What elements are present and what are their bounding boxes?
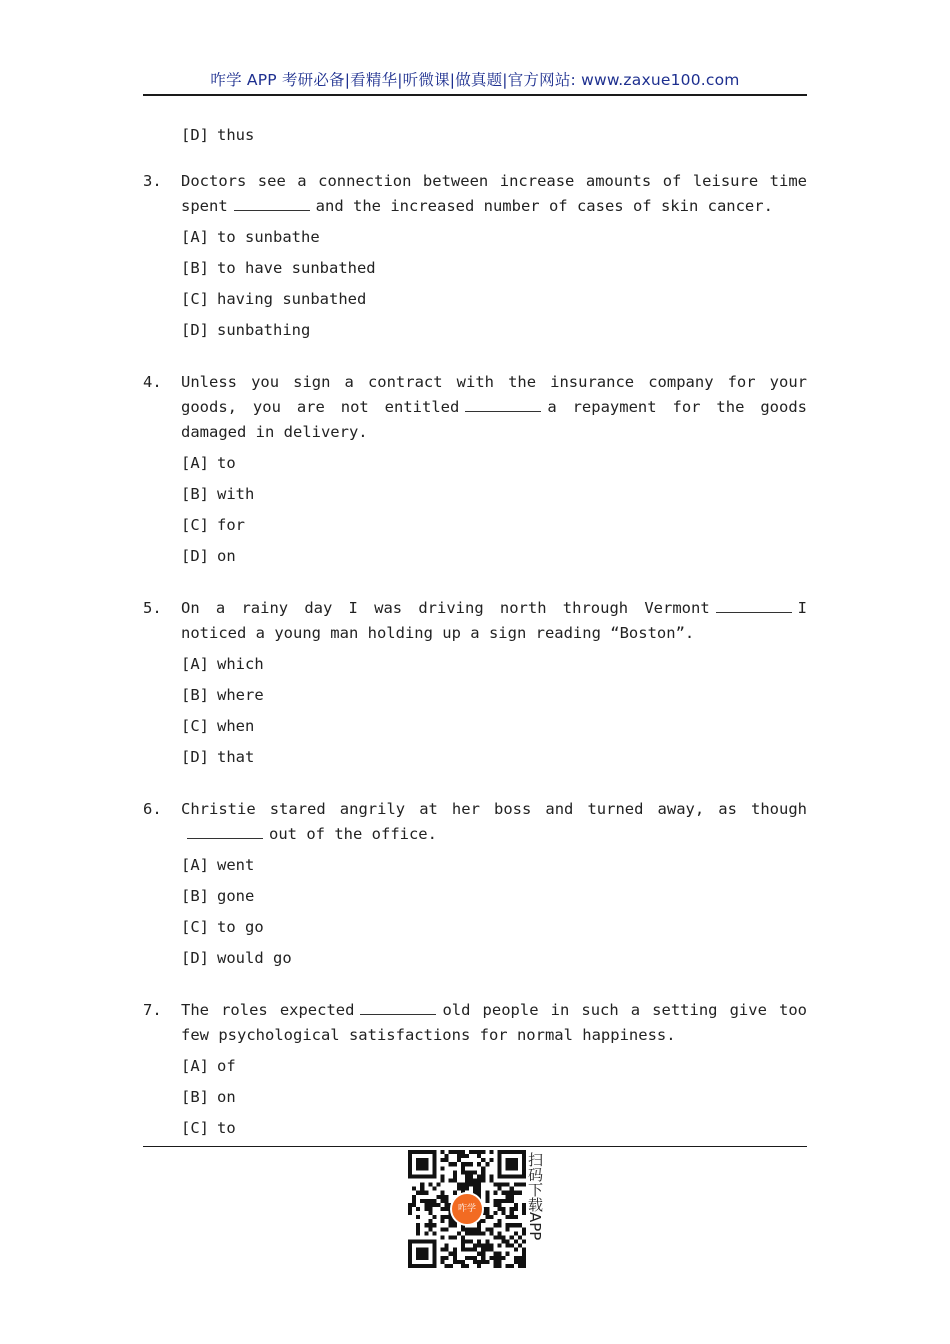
question-list <box>143 120 807 1168</box>
question-stem: Doctors see a connection between increase amounts of leisure time spent and the increased number of cases of skin cancer. <box>181 172 807 215</box>
option-c: [C] having sunbathed <box>181 290 367 308</box>
option-a: [A] of <box>181 1057 236 1075</box>
question-number: 6. <box>143 800 162 818</box>
question-5 <box>143 596 807 773</box>
option-d: [D] sunbathing <box>181 321 311 339</box>
answer-blank <box>465 396 541 412</box>
answer-blank <box>716 597 792 613</box>
option-b: [B] where <box>181 686 264 704</box>
answer-blank <box>234 195 310 211</box>
option-c: [C] to <box>181 1119 236 1137</box>
option-d: [D] that <box>181 748 255 766</box>
question-6 <box>143 797 807 974</box>
question-3 <box>143 169 807 346</box>
option-a: [A] went <box>181 856 255 874</box>
question-stem: Christie stared angrily at her boss and turned away, as thoughout of the office. <box>181 800 807 843</box>
option-d: [D] would go <box>181 949 292 967</box>
option-a: [A] which <box>181 655 264 673</box>
question-number: 3. <box>143 172 162 190</box>
question-stem: On a rainy day I was driving north through Vermont I noticed a young man holding up a sign reading “Boston”. <box>181 599 807 642</box>
question-7 <box>143 998 807 1144</box>
option-b: [B] to have sunbathed <box>181 259 376 277</box>
footer-divider <box>143 1146 807 1147</box>
option-b: [B] with <box>181 485 255 503</box>
qr-code[interactable] <box>408 1150 526 1268</box>
option-b: [B] on <box>181 1088 236 1106</box>
question-number: 5. <box>143 599 162 617</box>
question-number: 7. <box>143 1001 162 1019</box>
option-d-previous: [D] thus <box>181 126 255 144</box>
option-a: [A] to <box>181 454 236 472</box>
option-c: [C] to go <box>181 918 264 936</box>
option-c: [C] when <box>181 717 255 735</box>
qr-caption: 扫码下载APP <box>526 1152 544 1241</box>
answer-blank <box>187 823 263 839</box>
page-header: 咋学 APP 考研必备|看精华|听微课|做真题|官方网站: www.zaxue100.com <box>143 68 807 96</box>
question-stem: Unless you sign a contract with the insurance company for your goods, you are not entitled a repayment for the goods damaged in delivery. <box>181 373 807 441</box>
option-b: [B] gone <box>181 887 255 905</box>
question-4 <box>143 370 807 572</box>
answer-blank <box>360 999 436 1015</box>
question-stem: The roles expected old people in such a setting give too few psychological satisfactions for normal happiness. <box>181 1001 807 1044</box>
option-d: [D] on <box>181 547 236 565</box>
option-c: [C] for <box>181 516 245 534</box>
option-a: [A] to sunbathe <box>181 228 320 246</box>
app-logo-icon: 咋学 <box>450 1192 484 1226</box>
question-number: 4. <box>143 373 162 391</box>
